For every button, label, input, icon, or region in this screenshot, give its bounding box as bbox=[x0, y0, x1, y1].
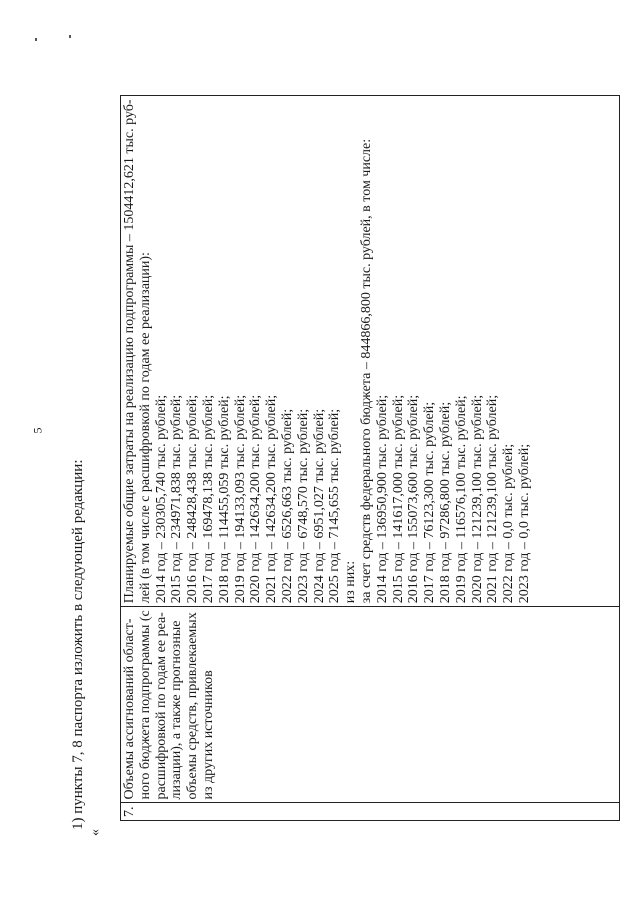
label-line: Объемы ассигнований област- bbox=[122, 618, 137, 800]
content-line: 2018 год – 97286,800 тыс. рублей; bbox=[437, 401, 453, 604]
intro-paragraph bbox=[70, 459, 104, 836]
content-line: 2016 год – 248428,438 тыс. рублей; bbox=[185, 394, 201, 604]
label-line: расшифровкой по годам ее реа- bbox=[153, 612, 169, 800]
content-line: 2022 год – 6526,663 тыс. рублей; bbox=[279, 408, 295, 604]
label-line: объемы средств, привлекаемых bbox=[185, 612, 201, 800]
content-line: 2018 год – 114455,059 тыс. рублей; bbox=[216, 395, 232, 604]
content-line: 2022 год – 0,0 тыс. рублей; bbox=[501, 443, 517, 604]
scan-dot bbox=[35, 38, 37, 41]
label-line: лизации), а также прогнозные bbox=[169, 620, 185, 800]
content-line: за счет средств федерального бюджета – 844866,800 тыс. рублей, в том числе: bbox=[358, 138, 374, 604]
rotated-page-content bbox=[40, 25, 640, 885]
content-line: лей (в том числе с расшифровкой по годам ее реализации): bbox=[137, 252, 153, 604]
row-content-cell bbox=[121, 96, 620, 607]
content-line: 2017 год – 169478,138 тыс. рублей; bbox=[200, 394, 216, 604]
row-label-cell bbox=[121, 607, 620, 803]
content-line: 2025 год – 7145,655 тыс. рублей; bbox=[327, 408, 343, 604]
row-number: 7. bbox=[121, 803, 620, 821]
content-line: 2014 год – 230305,740 тыс. рублей; bbox=[153, 394, 169, 604]
intro-text: 1) пункты 7, 8 паспорта изложить в следующей редакции: bbox=[70, 459, 86, 830]
content-line: Планируемые общие затраты на реализацию подпрограммы – 1504412,621 тыс. руб- bbox=[122, 99, 137, 604]
content-line: 2020 год – 142634,200 тыс. рублей; bbox=[248, 394, 264, 604]
content-line: 2014 год – 136950,900 тыс. рублей; bbox=[374, 394, 390, 604]
content-line: 2023 год – 0,0 тыс. рублей; bbox=[516, 443, 532, 604]
page-number: 5 bbox=[30, 427, 45, 434]
content-line: 2015 год – 141617,000 тыс. рублей; bbox=[390, 394, 406, 604]
content-line: 2023 год – 6748,570 тыс. рублей; bbox=[295, 408, 311, 604]
label-line: из других источников bbox=[200, 670, 216, 800]
opening-quote: « bbox=[88, 829, 103, 836]
content-line: 2019 год – 194133,093 тыс. рублей; bbox=[232, 394, 248, 604]
content-line: 2024 год – 6951,027 тыс. рублей; bbox=[311, 408, 327, 604]
passport-table bbox=[120, 95, 620, 821]
content-line: 2021 год – 142634,200 тыс. рублей; bbox=[264, 394, 280, 604]
label-line: ного бюджета подпрограммы (с bbox=[137, 610, 153, 800]
content-line: 2020 год – 121239,100 тыс. рублей; bbox=[469, 394, 485, 604]
content-line: 2019 год – 116576,100 тыс. рублей; bbox=[453, 395, 469, 604]
table-row bbox=[121, 96, 620, 821]
content-line: 2016 год – 155073,600 тыс. рублей; bbox=[406, 394, 422, 604]
content-line: 2021 год – 121239,100 тыс. рублей; bbox=[485, 394, 501, 604]
content-line: 2015 год – 234971,838 тыс. рублей; bbox=[169, 394, 185, 604]
content-line: 2017 год – 76123,300 тыс. рублей; bbox=[422, 401, 438, 604]
content-line: из них: bbox=[343, 560, 359, 604]
